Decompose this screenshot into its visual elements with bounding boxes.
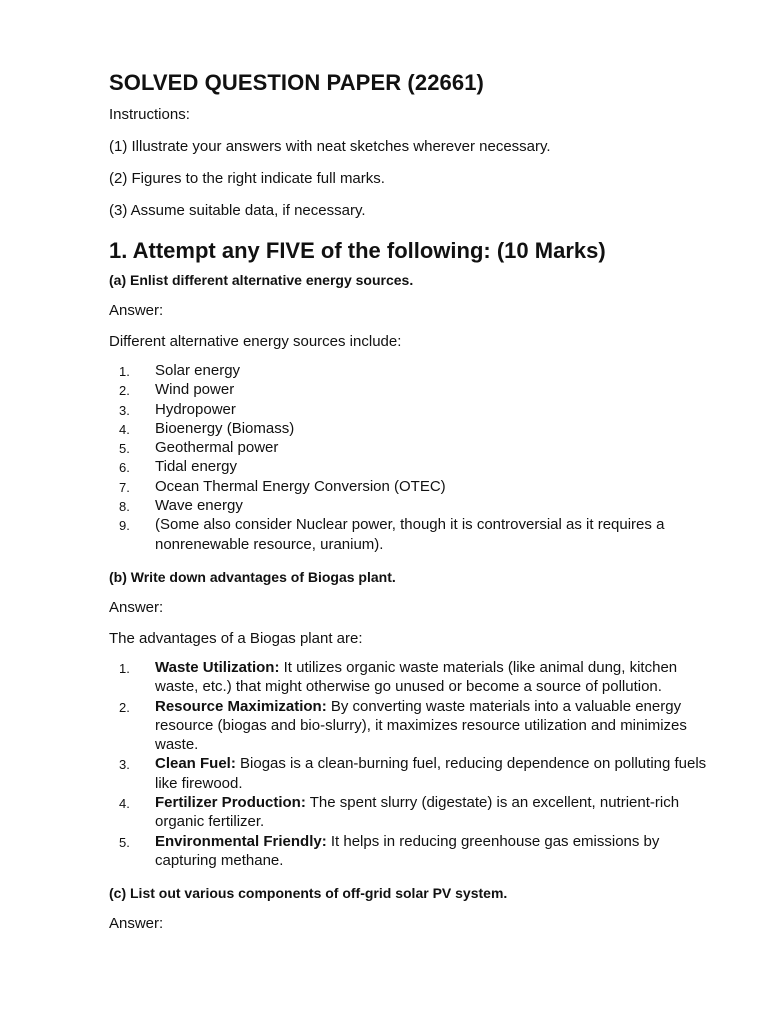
answer-intro-b: The advantages of a Biogas plant are: bbox=[109, 629, 363, 647]
instruction-2: (2) Figures to the right indicate full marks. bbox=[109, 170, 385, 187]
list-item bbox=[109, 477, 708, 496]
answer-label-b: Answer: bbox=[109, 598, 164, 616]
advantage-term: Resource Maximization: bbox=[155, 697, 327, 715]
list-item bbox=[109, 832, 708, 871]
list-item bbox=[109, 496, 708, 515]
list-item bbox=[109, 361, 708, 380]
list-text: Solar energy bbox=[155, 362, 241, 379]
advantage-text: It utilizes organic waste materials (like animal dung, kitchen waste, etc.) that might otherwise go unused or become a source of pollution. bbox=[155, 658, 678, 696]
list-item bbox=[109, 380, 708, 399]
question-b: (b) Write down advantages of Biogas plant. bbox=[109, 568, 396, 585]
answer-label-a: Answer: bbox=[109, 302, 164, 319]
advantage-text: By converting waste materials into a valuable energy resource (biogas and bio-slurry), it maximizes resource utilization and minimizes waste. bbox=[155, 697, 687, 754]
list-text: Ocean Thermal Energy Conversion (OTEC) bbox=[155, 477, 446, 495]
list-number: 3. bbox=[119, 402, 130, 418]
list-number: 5. bbox=[119, 441, 130, 457]
list-text: (Some also consider Nuclear power, though it is controversial as it requires a nonrenewable resource, uranium). bbox=[155, 516, 665, 553]
biogas-advantages-list bbox=[109, 658, 708, 870]
list-number: 9. bbox=[119, 518, 130, 534]
instruction-1: (1) Illustrate your answers with neat sketches wherever necessary. bbox=[109, 138, 551, 155]
advantage-text: It helps in reducing greenhouse gas emissions by capturing methane. bbox=[155, 832, 660, 869]
list-number: 7. bbox=[119, 479, 130, 495]
list-number: 4. bbox=[119, 796, 130, 812]
list-number: 2. bbox=[119, 383, 130, 399]
advantage-text: Biogas is a clean-burning fuel, reducing dependence on polluting fuels like firewood. bbox=[155, 755, 707, 792]
instruction-3: (3) Assume suitable data, if necessary. bbox=[109, 202, 366, 219]
list-item bbox=[109, 754, 708, 793]
page-title: SOLVED QUESTION PAPER (22661) bbox=[109, 70, 484, 95]
list-text: Wind power bbox=[155, 381, 235, 399]
question-a: (a) Enlist different alternative energy sources. bbox=[109, 272, 414, 288]
list-text: Hydropower bbox=[155, 400, 236, 418]
list-item bbox=[109, 793, 708, 832]
list-number: 3. bbox=[119, 757, 130, 773]
advantage-text: The spent slurry (digestate) is an excellent, nutrient-rich organic fertilizer. bbox=[155, 794, 680, 831]
list-item bbox=[109, 419, 708, 438]
list-item bbox=[109, 515, 708, 554]
list-text: Geothermal power bbox=[155, 439, 279, 457]
instructions-label: Instructions: bbox=[109, 106, 190, 123]
list-number: 8. bbox=[119, 499, 130, 515]
list-text: Wave energy bbox=[155, 497, 243, 515]
list-number: 1. bbox=[119, 660, 130, 676]
list-number: 6. bbox=[119, 460, 130, 476]
advantage-term: Fertilizer Production: bbox=[155, 794, 306, 812]
question-c: (c) List out various components of off-grid solar PV system. bbox=[109, 885, 508, 902]
list-item bbox=[109, 658, 708, 697]
section-heading: 1. Attempt any FIVE of the following: (10 Marks) bbox=[109, 238, 606, 263]
list-number: 4. bbox=[119, 421, 130, 437]
list-number: 1. bbox=[119, 364, 130, 379]
list-number: 5. bbox=[119, 834, 130, 850]
list-number: 2. bbox=[119, 699, 130, 715]
list-text: Tidal energy bbox=[155, 458, 237, 476]
advantage-term: Clean Fuel: bbox=[155, 755, 236, 773]
advantage-term: Environmental Friendly: bbox=[155, 832, 327, 850]
advantage-term: Waste Utilization: bbox=[155, 658, 280, 676]
list-item bbox=[109, 697, 708, 755]
list-item bbox=[109, 457, 708, 476]
list-item bbox=[109, 400, 708, 419]
list-text: Bioenergy (Biomass) bbox=[155, 419, 295, 437]
energy-sources-list bbox=[109, 361, 708, 554]
answer-intro-a: Different alternative energy sources include: bbox=[109, 333, 402, 350]
list-item bbox=[109, 438, 708, 457]
answer-label-c: Answer: bbox=[109, 915, 164, 933]
